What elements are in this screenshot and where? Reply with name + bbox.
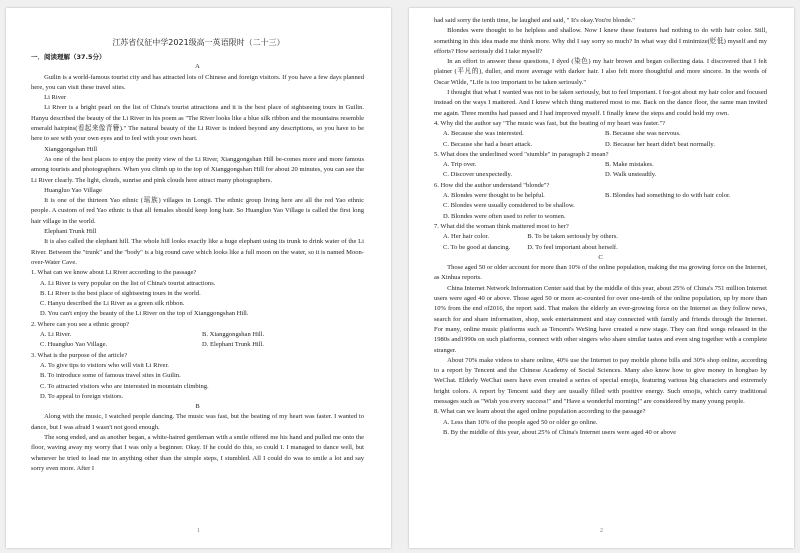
option: A. To give tips to visitors who will visit Li River. [40,361,169,369]
question: 2. Where can you see a ethnic group? [31,320,130,328]
option: D. To appeal to foreign visitors. [40,392,124,400]
question: 6. How did the author understand "blonde"? [434,181,550,189]
paragraph: It is one of the thirteen Yao ethnic (瑶族) villages in Longji. The ethnic group living here are all the red Yao ethnic people. A custom of red Yao ethnic is that all females should keep long hair. So Huangluo Yao Village is called the first long hair village in the world. [31,197,364,225]
paragraph: Guilin is a world-famous tourist city and has attracted lots of Chinese and foreign visitors. If you have a few days planned here, you can visit these travel sites. [31,73,364,91]
paragraph: About 70% make videos to share online, 40% use the Internet to pay mobile phone bills and 30% shop online, according to a report by Tencent and the Chinese Academy of Social Sciences. Many also know how to give money in hongbao by WeChat. Elderly WeChat users have even created a series of special emojis, featuring various big characters and extremely bright colors. A report by Tencent said they are usually filled with positive energy. Such emojis, which carry traditional messages such as "Wish you every success!" and "Have a wonderful morning!" are considered by many young people. [434,356,767,405]
option: B. Blondes had something to do with hair color. [605,192,731,200]
question: 8. What can we learn about the aged online population according to the passage? [434,408,646,416]
section-heading: 一．阅读理解（37.5分） [31,53,106,61]
option: B. To introduce some of famous travel sites in Guilin. [40,372,181,380]
option: C. Hanyu described the Li River as a green silk ribbon. [40,300,185,308]
page-1-content [31,52,364,474]
option: C. Blondes were usually considered to be shallow. [443,202,575,210]
subheading: Li River [44,94,67,102]
option: D. Blondes were often used to refer to women. [443,212,566,220]
passage-a-heading: A [195,63,200,71]
option: B. Because she was nervous. [605,130,681,138]
passage-c-heading: C [598,253,603,261]
option: C. To attracted visitors who are interested in mountain climbing. [40,382,209,390]
option: D. Walk unsteadily. [605,171,657,179]
option: B. To be taken seriously by others. [527,233,618,241]
paragraph: Li River is a bright pearl on the list of China's tourist attractions and it is the best place of sightseeing tours in Guilin. Hanyu described the beauty of the Li River in his poem as "The River looks like a blue silk ribbon and the mountains resemble emerald hairpins(看起来像青簪)." The natural beauty of the Li River is indeed beyond any descriptions, so you have to be here to see with your own eyes and to feel with your own heart. [31,104,364,143]
question: 5. What does the underlined word "stumble" in paragraph 2 mean? [434,150,609,158]
option-row [434,140,767,150]
passage-b-heading: B [195,403,200,411]
subheading: Xianggongshan Hill [44,145,98,153]
paragraph: Blondes were thought to be helpless and shallow. Now I knew these features had nothing to do with hair color. Still, something in this idea made me think more. Why did I say sorry so much? In what way did I minimize(贬低) myself and my efforts? How seriously did I take myself? [434,27,767,55]
option: B. Li River is the best place of sightseeing tours in the world. [40,289,201,297]
option: D. You can't enjoy the beauty of the Li River on the top of Xianggongshan Hill. [40,310,249,318]
question: 1. What can we know about Li River according to the passage? [31,269,197,277]
document-page-2 [409,8,794,548]
subheading: Huangluo Yao Village [44,186,102,194]
paragraph: As one of the best places to enjoy the pretty view of the Li River, Xianggongshan Hill be-comes more and more famous among tourists and photographers. When you climb up to the top of Xianggongshan Hill for about 20 minutes, you can see the Li River clearly. The light, clouds, sunrise and pink clouds here attract many photographers. [31,155,364,184]
option: A. Li River is very popular on the list of China's tourist attractions. [40,279,216,287]
option-row [434,243,767,253]
question: 3. What is the purpose of the article? [31,351,128,359]
option: B. By the middle of this year, about 25% of China's Internet users were aged 40 or above [443,428,677,436]
page-2-content [434,16,767,438]
option-row [434,191,767,201]
option: A. Her hair color. [443,233,489,241]
option-row [434,170,767,180]
subheading: Elephant Trunk Hill [44,228,97,236]
paragraph: I thought that what I wanted was not to be taken seriously, but to feel important. I for-got about my hair color and focused instead on the ways I mattered. And I knew which thing mattered most to me. Back on the dance floor, the same man invited me again. Three months had passed and I had improved myself. I finally knew the steps and could hold my own. [434,89,767,117]
option: D. To feel important about herself. [527,243,618,251]
option: D. Because her heart didn't beat normally. [605,140,715,148]
option-row [31,340,364,350]
paragraph: had said sorry the tenth time, he laughed and said, " It's okay.You're blonde." [434,17,635,24]
option-row [31,330,364,340]
paragraph: It is also called the elephant hill. The whole hill looks exactly like a huge elephant using its trunk to drink water of the Li River. Between the "trunk" and the "body" is a big round cave which looks like a full moon on the water, so it is named Moon-over-Water Cave. [31,238,364,266]
question: 7. What did the woman think mattered most to her? [434,222,569,230]
option: B. Make mistakes. [605,161,654,169]
question: 4. Why did the author say "The music was fast, but the beating of my heart was faster."? [434,119,666,127]
paragraph: Those aged 50 or older account for more than 10% of the online population, making the ma growing force on the Internet, as Xinhua reports. [434,264,767,282]
option: C. To be good at dancing. [443,243,511,251]
paragraph: The song ended, and as another began, a white-haired gentleman with a smile offered me his hand and pulled me onto the floor, waving away my worry that I was only a beginner. Okay. If he could do this, so could I. I managed to dance well, but whenever he tried to lead me in anything other than the simple steps, I stumbled. All I could do was to smile a lot and say sorry even more. After I [31,433,364,472]
option: A. Because she was interested. [443,130,524,138]
option: A. Blondes were thought to be helpful. [443,192,545,200]
option: D. Elephant Trunk Hill. [202,341,265,349]
paragraph: China Internet Network Information Center said that by the middle of this year, about 25% of China's 751 million Internet users were aged 40 or above. Those aged 50 or more ac-counted for over one-tenth of the online population, up by more than 10% from the end of2016, the report said. That makes the elderly an ever-growing force on the Internet as they follow news, search for and share information, shop, seek entertainment and stay connected with family and friends through the Internet. For many, online music platforms such as Tencent's WeSing have created a new stage. They can find songs released in the 1980s and1990s on such platforms, connect with other singers who share similar tastes and even sing together with a complete stranger. [434,284,767,354]
option: C. Because she had a heart attack. [443,140,533,148]
paragraph: Along with the music, I watched people dancing. The music was fast, but the beating of my heart was faster. I wanted to dance, but I was afraid I wasn't not good enough. [31,413,364,431]
option: C. Huangluo Yao Village. [40,341,108,349]
option-row [434,129,767,139]
option-row [434,160,767,170]
option: A. Trip over. [443,161,477,169]
option-row [434,232,767,242]
document-title: 江苏省仪征中学2021级高一英语限时（二十三） [112,38,285,47]
option: A. Li River. [40,331,72,339]
page-number: 1 [197,528,200,534]
option: A. Less than 10% of the people aged 50 or older go online. [443,418,598,426]
option: C. Discover unexpectedly. [443,171,513,179]
paragraph: In an effort to answer these questions, I dyed (染色) my hair brown and began collecting data. I discovered that I felt plainer (平凡的), duller, and more average with darker hair. I also felt more thoughtful and more sincere. In the words of Oscar Wilde, "Life is too important to be taken seriously." [434,58,767,86]
document-page-1 [6,8,391,548]
option: B. Xianggongshan Hill. [202,331,265,339]
page-number: 2 [600,528,603,534]
